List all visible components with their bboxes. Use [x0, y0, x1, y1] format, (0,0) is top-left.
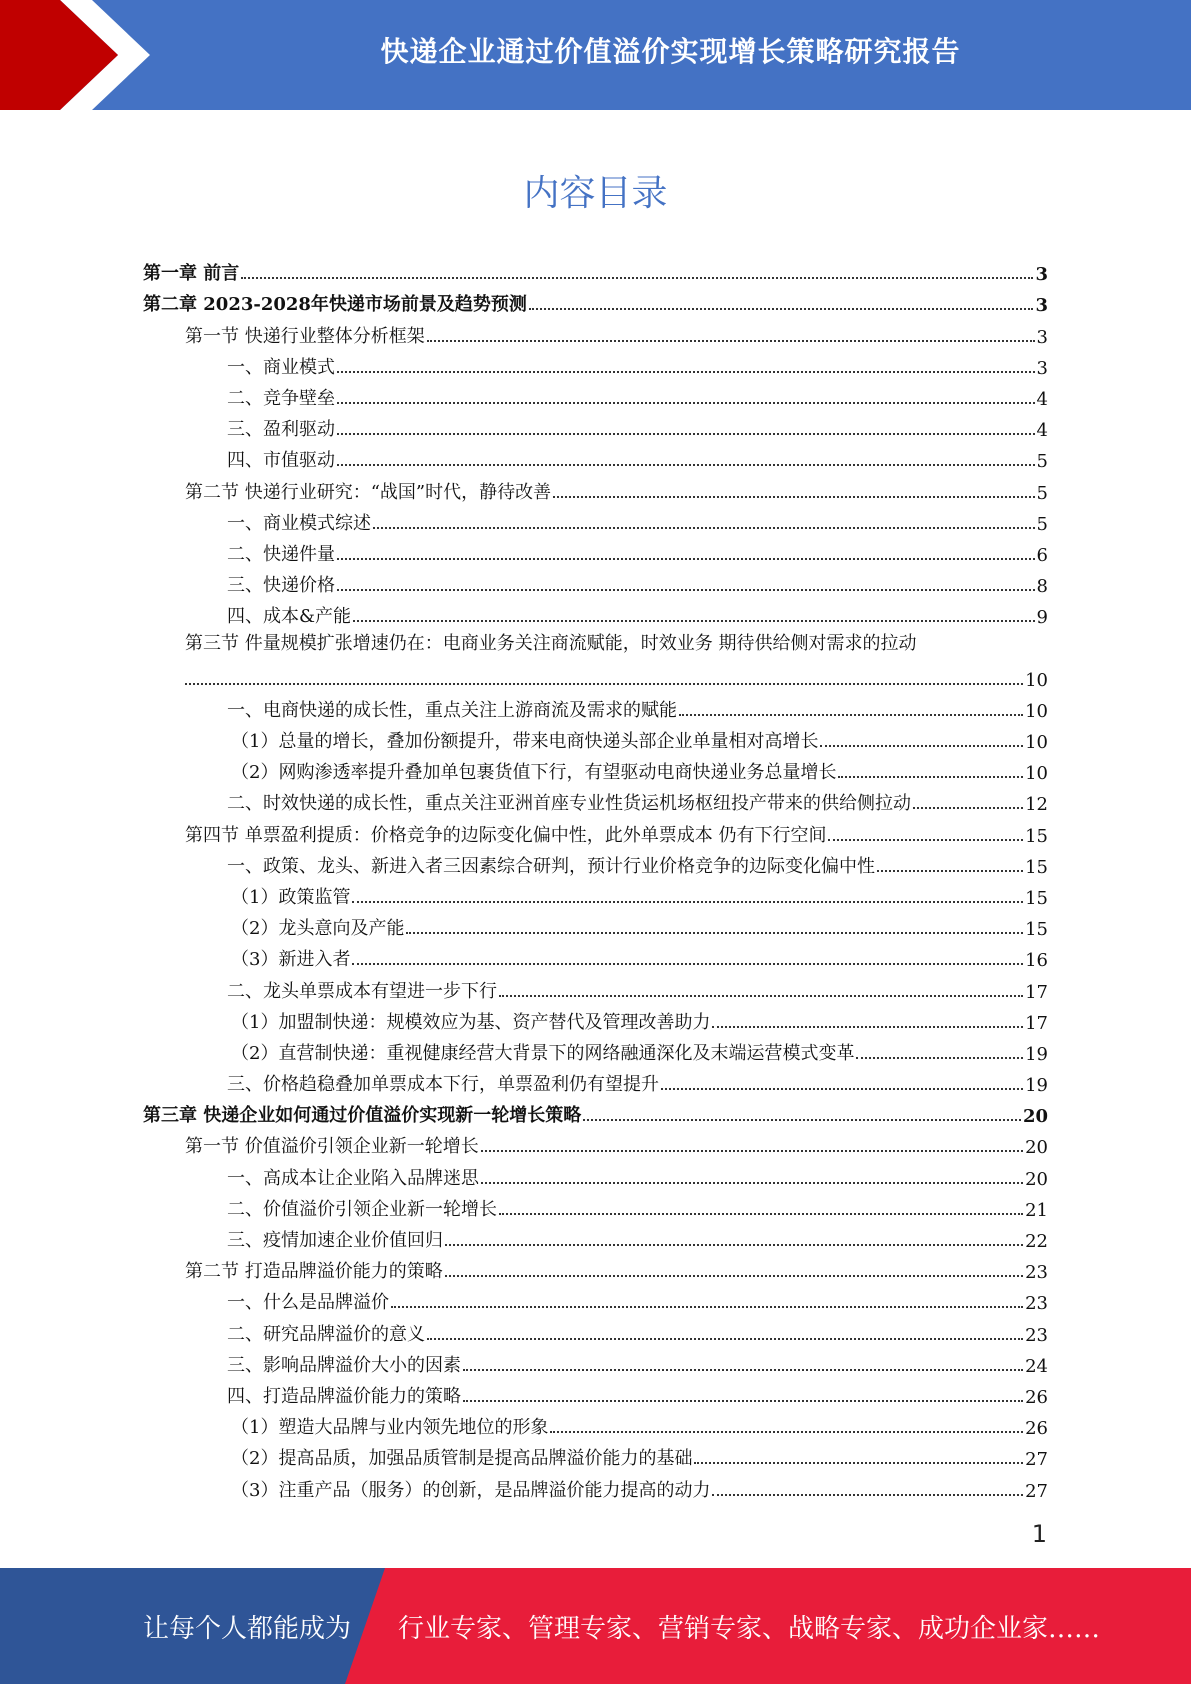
toc-leader-dots — [337, 463, 1035, 466]
footer-banner — [0, 1568, 1191, 1684]
toc-leader-dots — [445, 1243, 1023, 1246]
toc-entry-title: 二、时效快递的成长性，重点关注亚洲首座专业性货运机场枢纽投产带来的供给侧拉动 — [227, 793, 911, 815]
toc-entry-page: 23 — [1025, 1293, 1048, 1315]
toc-entry-page: 10 — [1025, 763, 1048, 785]
toc-entry-page: 22 — [1025, 1231, 1048, 1252]
toc-entry-page: 19 — [1025, 1043, 1048, 1065]
toc-entry-page: 27 — [1025, 1480, 1048, 1502]
toc-entry-page: 24 — [1025, 1355, 1048, 1377]
toc-entry-title: 一、什么是品牌溢价 — [227, 1292, 389, 1314]
toc-leader-dots — [529, 307, 1034, 310]
toc-entry-title: 第三节 件量规模扩张增速仍在：电商业务关注商流赋能，时效业务 期待供给侧对需求的拉动 — [185, 633, 917, 655]
toc-leader-dots — [913, 806, 1023, 809]
toc-entry-title: 四、打造品牌溢价能力的策略 — [227, 1385, 461, 1407]
toc-entry-title: 二、价值溢价引领企业新一轮增长 — [227, 1198, 497, 1220]
toc-leader-dots — [391, 1305, 1023, 1308]
toc-leader-dots — [427, 339, 1035, 342]
toc-entry-page: 20 — [1025, 1168, 1048, 1190]
toc-entry[interactable] — [143, 847, 1048, 878]
toc-entry-page: 17 — [1025, 981, 1048, 1003]
toc-entry[interactable] — [143, 285, 1048, 316]
toc-entry-title: 三、盈利驱动 — [227, 419, 335, 441]
toc-entry-page: 21 — [1025, 1199, 1048, 1221]
toc-leader-dots — [679, 713, 1023, 716]
toc-entry[interactable] — [143, 1096, 1048, 1127]
toc-entry[interactable] — [143, 1314, 1048, 1345]
toc-entry-page: 26 — [1025, 1418, 1048, 1440]
toc-entry[interactable] — [143, 441, 1048, 472]
toc-entry-page: 23 — [1025, 1262, 1048, 1284]
toc-entry[interactable] — [143, 1470, 1048, 1501]
toc-entry[interactable] — [143, 722, 1048, 753]
toc-leader-dots — [353, 619, 1035, 622]
toc-leader-dots — [445, 1274, 1023, 1277]
toc-entry-page: 10 — [1025, 669, 1048, 691]
toc-entry[interactable] — [143, 410, 1048, 441]
toc-entry[interactable] — [143, 504, 1048, 535]
toc-leader-dots — [553, 495, 1034, 498]
toc-entry-page: 4 — [1036, 420, 1048, 442]
toc-entry-page: 10 — [1025, 700, 1048, 722]
toc-entry-title: （2）网购渗透率提升叠加单包裹货值下行，有望驱动电商快递业务总量增长 — [231, 762, 837, 784]
toc-entry-title: 二、研究品牌溢价的意义 — [227, 1323, 425, 1345]
toc-entry[interactable] — [143, 1439, 1048, 1470]
toc-entry-page: 20 — [1022, 1106, 1048, 1128]
toc-entry-title: 一、电商快递的成长性，重点关注上游商流及需求的赋能 — [227, 699, 677, 721]
toc-leader-dots — [463, 1399, 1023, 1402]
toc-leader-dots — [463, 1368, 1023, 1371]
toc-entry-title: 第一节 快递行业整体分析框架 — [185, 325, 425, 347]
toc-entry-title: 一、政策、龙头、新进入者三因素综合研判，预计行业价格竞争的边际变化偏中性 — [227, 855, 875, 877]
toc-entry-page: 19 — [1025, 1075, 1048, 1097]
toc-leader-dots — [337, 588, 1035, 591]
toc-entry-page: 8 — [1036, 576, 1048, 598]
toc-leader-dots — [337, 432, 1035, 435]
toc-entry-title: （2）龙头意向及产能 — [231, 918, 405, 940]
toc-entry-page: 5 — [1036, 482, 1048, 504]
toc-entry-title: 第四节 单票盈利提质：价格竞争的边际变化偏中性，此外单票成本 仍有下行空间 — [185, 824, 827, 846]
toc-entry-page: 3 — [1036, 357, 1048, 379]
toc-leader-dots — [241, 276, 1033, 279]
toc-entry-page: 15 — [1025, 919, 1048, 941]
toc-entry-title: 二、快递件量 — [227, 543, 335, 565]
toc-entry-title: 四、市值驱动 — [227, 450, 335, 472]
toc-leader-dots — [185, 682, 1023, 685]
toc-entry-title: 第二节 打造品牌溢价能力的策略 — [185, 1261, 443, 1283]
toc-title: 内容目录 — [523, 173, 668, 214]
toc-entry[interactable] — [143, 971, 1048, 1002]
toc-entry-title: 第一章 前言 — [143, 263, 240, 285]
toc-entry-page: 9 — [1036, 607, 1048, 629]
footer-slogan-right: 行业专家、管理专家、营销专家、战略专家、成功企业家…… — [398, 1614, 1101, 1644]
toc-entry-page: 3 — [1036, 326, 1048, 348]
toc-leader-dots — [481, 1181, 1023, 1184]
toc-leader-dots — [499, 994, 1023, 997]
toc-entry[interactable] — [143, 348, 1048, 379]
header-banner — [0, 0, 1191, 110]
footer-slogan-left: 让每个人都能成为 — [143, 1614, 352, 1644]
toc-entry-title: 一、高成本让企业陷入品牌迷思 — [227, 1167, 479, 1189]
toc-entry[interactable] — [143, 628, 1048, 690]
toc-entry[interactable] — [143, 1252, 1048, 1283]
toc-leader-dots — [337, 370, 1035, 373]
toc-leader-dots — [352, 962, 1023, 965]
toc-entry-page: 10 — [1025, 732, 1048, 753]
toc-entry-title: 三、价格趋稳叠加单票成本下行，单票盈利仍有望提升 — [227, 1074, 659, 1096]
toc-entry-title: （1）塑造大品牌与业内领先地位的形象 — [231, 1417, 549, 1439]
toc-entry-page: 26 — [1025, 1386, 1048, 1408]
toc-entry-title: 四、成本&产能 — [227, 606, 352, 628]
toc-entry-title: 一、商业模式 — [227, 356, 335, 378]
table-of-contents — [143, 254, 1048, 1502]
toc-leader-dots — [838, 775, 1023, 778]
toc-entry-page: 20 — [1025, 1137, 1048, 1159]
toc-entry[interactable] — [143, 1190, 1048, 1221]
toc-entry-page: 4 — [1036, 388, 1048, 410]
toc-leader-dots — [661, 1087, 1023, 1090]
page-number: 1 — [1031, 1520, 1047, 1548]
toc-entry[interactable] — [143, 1377, 1048, 1408]
toc-entry-title: 第三章 快递企业如何通过价值溢价实现新一轮增长策略 — [143, 1105, 582, 1127]
toc-leader-dots — [856, 1056, 1023, 1059]
toc-leader-dots — [337, 557, 1035, 560]
toc-entry-title: （3）新进入者 — [231, 949, 351, 971]
toc-entry[interactable] — [143, 691, 1048, 722]
toc-entry-page: 5 — [1036, 451, 1048, 473]
toc-entry-title: （2）直营制快递：重视健康经营大背景下的网络融通深化及末端运营模式变革 — [231, 1042, 855, 1064]
toc-entry[interactable] — [143, 379, 1048, 410]
toc-entry-page: 27 — [1025, 1449, 1048, 1471]
toc-entry[interactable] — [143, 784, 1048, 815]
toc-entry-page: 16 — [1025, 950, 1048, 972]
toc-entry[interactable] — [143, 1283, 1048, 1314]
toc-leader-dots — [427, 1337, 1023, 1340]
toc-entry-page: 3 — [1035, 264, 1048, 286]
toc-entry[interactable] — [143, 597, 1048, 628]
toc-entry-page: 17 — [1025, 1012, 1048, 1034]
toc-entry[interactable] — [143, 1034, 1048, 1065]
toc-entry[interactable] — [143, 535, 1048, 566]
toc-entry-title: （1）总量的增长，叠加份额提升，带来电商快递头部企业单量相对高增长 — [231, 731, 819, 752]
toc-entry[interactable] — [143, 815, 1048, 846]
toc-entry[interactable] — [143, 1127, 1048, 1158]
toc-entry-title: 二、竞争壁垒 — [227, 387, 335, 409]
toc-entry-page: 6 — [1036, 544, 1048, 566]
header-title: 快递企业通过价值溢价实现增长策略研究报告 — [380, 35, 961, 68]
toc-entry[interactable] — [143, 254, 1048, 285]
toc-entry-title: 第二章 2023-2028年快递市场前景及趋势预测 — [143, 294, 527, 316]
toc-entry[interactable] — [143, 1221, 1048, 1252]
toc-leader-dots — [877, 869, 1023, 872]
toc-entry-title: （2）提高品质，加强品质管制是提高品牌溢价能力的基础 — [231, 1448, 693, 1470]
toc-entry-page: 15 — [1025, 856, 1048, 878]
toc-leader-dots — [352, 900, 1023, 903]
toc-leader-dots — [373, 526, 1035, 529]
toc-entry[interactable] — [143, 566, 1048, 597]
toc-entry[interactable] — [143, 940, 1048, 971]
toc-entry[interactable] — [143, 1408, 1048, 1439]
toc-entry-title: 三、疫情加速企业价值回归 — [227, 1230, 443, 1251]
toc-leader-dots — [337, 401, 1035, 404]
toc-entry-title: （1）政策监管 — [231, 886, 351, 908]
toc-entry-title: （1）加盟制快递：规模效应为基、资产替代及管理改善助力 — [231, 1011, 711, 1033]
toc-leader-dots — [481, 1149, 1023, 1152]
toc-entry[interactable] — [143, 472, 1048, 503]
toc-leader-dots — [712, 1025, 1023, 1028]
toc-leader-dots — [828, 838, 1023, 841]
toc-entry-page: 12 — [1025, 794, 1048, 816]
toc-entry-title: 第一节 价值溢价引领企业新一轮增长 — [185, 1136, 479, 1158]
toc-entry-title: 二、龙头单票成本有望进一步下行 — [227, 980, 497, 1002]
toc-leader-dots — [820, 744, 1023, 747]
toc-entry-title: 三、快递价格 — [227, 575, 335, 597]
toc-entry[interactable] — [143, 1003, 1048, 1034]
toc-leader-dots — [406, 931, 1023, 934]
toc-leader-dots — [499, 1212, 1023, 1215]
toc-entry[interactable] — [143, 1346, 1048, 1377]
toc-leader-dots — [583, 1118, 1021, 1121]
toc-entry[interactable] — [143, 1158, 1048, 1189]
toc-entry-page: 23 — [1025, 1324, 1048, 1346]
toc-entry[interactable] — [143, 316, 1048, 347]
toc-entry-page: 3 — [1035, 295, 1048, 317]
toc-entry-title: 一、商业模式综述 — [227, 512, 371, 534]
toc-entry-title: 第二节 快递行业研究：“战国”时代，静待改善 — [185, 481, 552, 503]
toc-entry[interactable] — [143, 878, 1048, 909]
toc-leader-dots — [712, 1493, 1023, 1496]
toc-entry-page: 5 — [1036, 513, 1048, 535]
toc-entry-title: （3）注重产品（服务）的创新，是品牌溢价能力提高的动力 — [231, 1479, 711, 1501]
toc-entry-page: 15 — [1025, 825, 1048, 847]
toc-entry[interactable] — [143, 909, 1048, 940]
toc-leader-dots — [550, 1430, 1023, 1433]
toc-entry-title: 三、影响品牌溢价大小的因素 — [227, 1354, 461, 1376]
toc-leader-dots — [694, 1461, 1023, 1464]
toc-entry[interactable] — [143, 1065, 1048, 1096]
toc-entry-page: 15 — [1025, 887, 1048, 909]
toc-entry[interactable] — [143, 753, 1048, 784]
